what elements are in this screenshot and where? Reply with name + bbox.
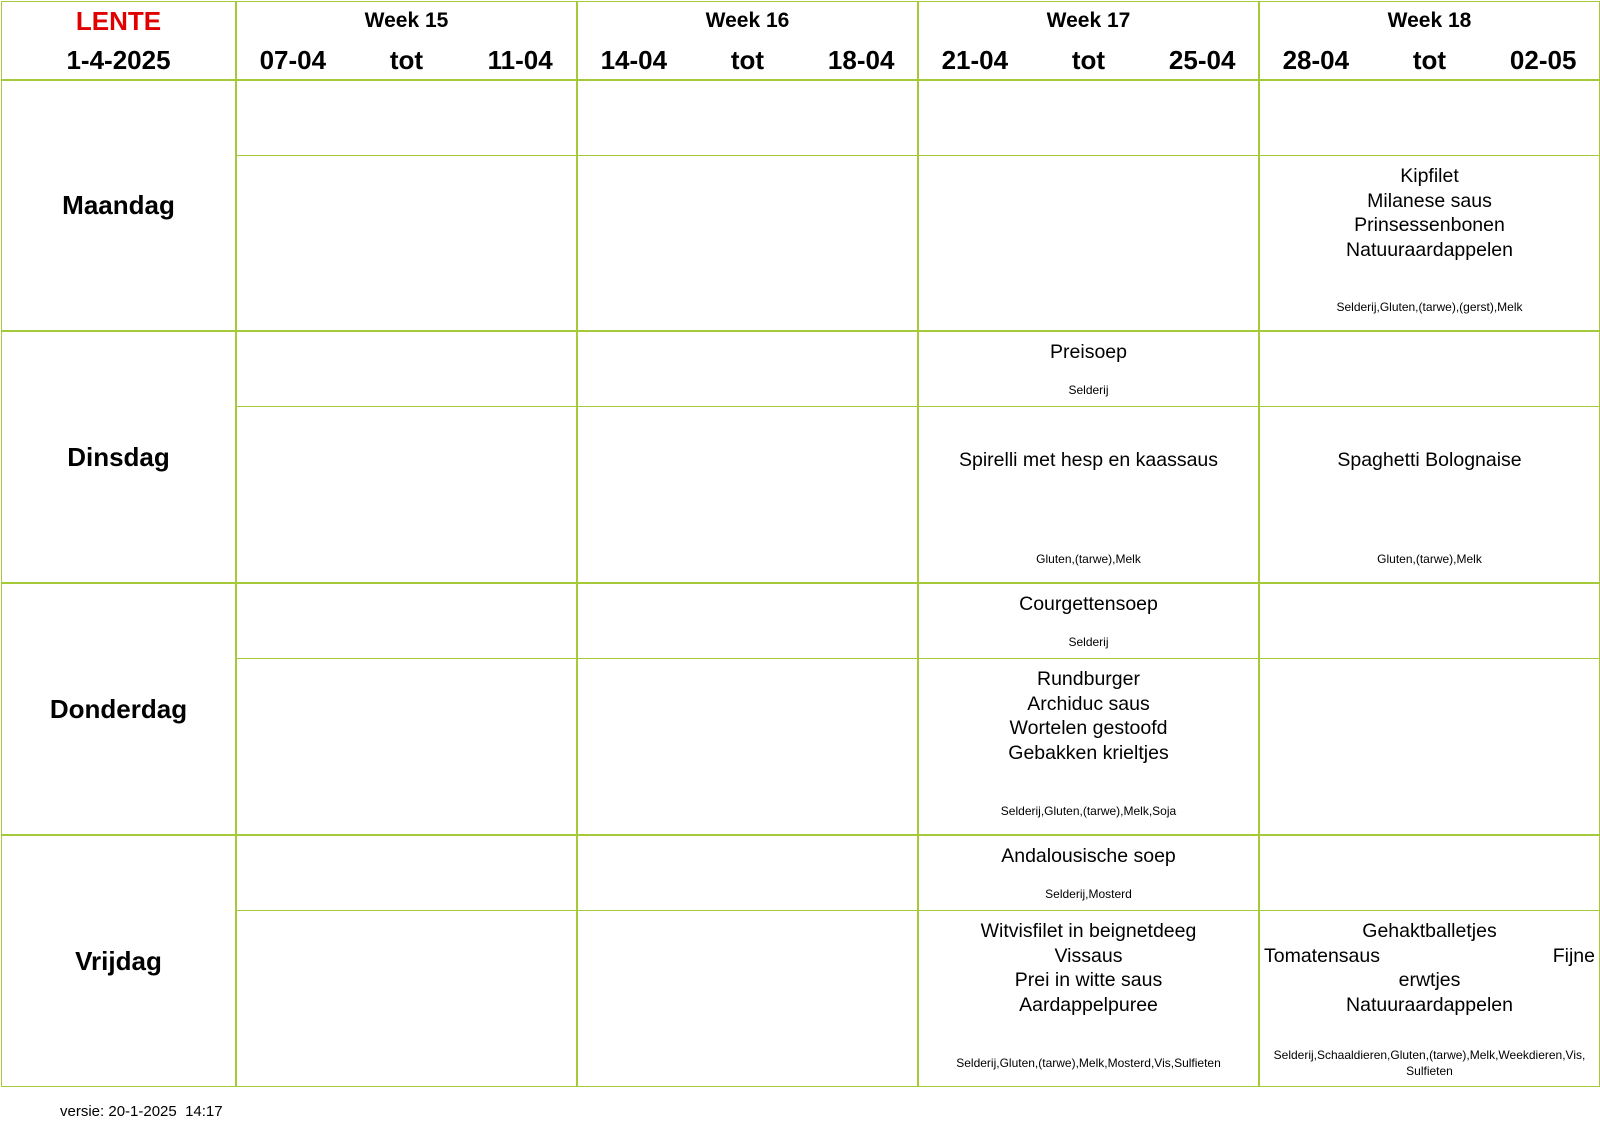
menu-date: 1-4-2025 — [66, 45, 171, 75]
soup-dish — [918, 844, 1259, 869]
dish-line: Prei in witte saus — [1014, 969, 1163, 991]
soup-cell — [236, 80, 577, 156]
soup-cell — [577, 583, 918, 659]
week-sep: tot — [1412, 45, 1447, 75]
allergen-list: Selderij,Schaaldieren,Gluten,(tarwe),Melk,Weekdieren,Vis, Sulfieten — [1273, 1048, 1586, 1078]
dish-line: Natuuraardappelen — [1346, 238, 1513, 261]
week-label: Week 18 — [1387, 9, 1472, 32]
week-sep: tot — [730, 45, 765, 75]
soup-cell — [577, 835, 918, 911]
week-label: Week 15 — [364, 9, 449, 32]
week-label: Week 16 — [705, 9, 790, 32]
week-to: 11-04 — [487, 45, 553, 75]
soup-cell — [1259, 80, 1600, 156]
soup-cell — [577, 80, 918, 156]
day-name: Maandag — [62, 190, 175, 220]
main-dish — [1264, 448, 1595, 473]
version-stamp: versie: 20-1-2025 14:17 — [60, 1103, 223, 1120]
main-cell — [577, 910, 918, 1087]
week-from: 07-04 — [259, 45, 327, 75]
soup-cell — [918, 80, 1259, 156]
dish-line: Prinsessenbonen — [1354, 214, 1505, 236]
main-cell — [577, 406, 918, 583]
dish-line: Rundburger — [1037, 668, 1140, 690]
allergen-list: Gluten,(tarwe),Melk — [1377, 552, 1482, 566]
main-dish — [923, 448, 1254, 473]
dish-line: Vissaus — [1054, 944, 1123, 967]
soup-dish — [918, 592, 1259, 617]
allergen-list: Selderij,Gluten,(tarwe),(gerst),Melk — [1336, 300, 1523, 314]
day-name: Vrijdag — [75, 945, 162, 976]
week-from: 14-04 — [600, 45, 668, 75]
week-to: 18-04 — [827, 45, 895, 75]
dish-line: Kipfilet — [1400, 165, 1459, 187]
main-dish — [923, 667, 1254, 765]
main-cell — [577, 658, 918, 835]
main-cell — [577, 155, 918, 331]
dish-line: Natuuraardappelen — [1346, 993, 1513, 1016]
week-sep: tot — [389, 45, 424, 75]
dish-line: erwtjes — [1398, 969, 1461, 991]
soup-cell — [1259, 835, 1600, 911]
menu-grid — [1, 1, 1599, 1085]
soup-cell — [1259, 583, 1600, 659]
allergen-list: Selderij,Gluten,(tarwe),Melk,Mosterd,Vis,Sulfieten — [956, 1056, 1221, 1070]
soup-cell — [577, 331, 918, 407]
dish-line: Milanese saus — [1367, 189, 1492, 212]
allergen-list: Gluten,(tarwe),Melk — [1036, 552, 1141, 566]
soup-cell — [236, 583, 577, 659]
dish-line: Courgettensoep — [1019, 593, 1158, 615]
main-dish — [1264, 164, 1595, 262]
dish-line: Witvisfilet in beignetdeeg — [980, 920, 1197, 942]
soup-cell — [236, 331, 577, 407]
main-dish — [1264, 919, 1595, 1017]
week-from: 21-04 — [941, 45, 1009, 75]
dish-line: Gebakken krieltjes — [1008, 741, 1169, 764]
week-to: 25-04 — [1168, 45, 1236, 75]
soup-dish — [918, 340, 1259, 365]
allergen-list: Selderij — [1068, 383, 1109, 397]
dish-line: Gehaktballetjes — [1362, 920, 1497, 942]
dish-line: Preisoep — [1050, 341, 1127, 363]
dish-line: Tomatensaus Fijne — [1264, 944, 1595, 967]
main-cell — [1259, 658, 1600, 835]
soup-cell — [1259, 331, 1600, 407]
week-label: Week 17 — [1046, 9, 1131, 32]
dish-line: Aardappelpuree — [1019, 993, 1158, 1016]
allergen-list: Selderij,Gluten,(tarwe),Melk,Soja — [1000, 804, 1177, 818]
dish-line: Spaghetti Bolognaise — [1337, 449, 1522, 471]
day-name: Dinsdag — [67, 441, 170, 472]
main-cell — [236, 658, 577, 835]
week-sep: tot — [1071, 45, 1106, 75]
allergen-list: Selderij,Mosterd — [1045, 887, 1132, 901]
dish-line: Spirelli met hesp en kaassaus — [958, 449, 1219, 471]
dish-line: Andalousische soep — [1001, 845, 1176, 867]
dish-line: Archiduc saus — [1027, 692, 1150, 715]
main-cell — [236, 406, 577, 583]
week-to: 02-05 — [1509, 45, 1577, 75]
allergen-list: Selderij — [1068, 635, 1109, 649]
dish-line: Wortelen gestoofd — [1009, 717, 1168, 739]
week-from: 28-04 — [1282, 45, 1350, 75]
season-title: LENTE — [75, 6, 162, 36]
soup-cell — [236, 835, 577, 911]
main-cell — [236, 155, 577, 331]
main-cell — [236, 910, 577, 1087]
day-name: Donderdag — [49, 693, 188, 724]
main-cell — [918, 155, 1259, 331]
main-dish — [923, 919, 1254, 1017]
